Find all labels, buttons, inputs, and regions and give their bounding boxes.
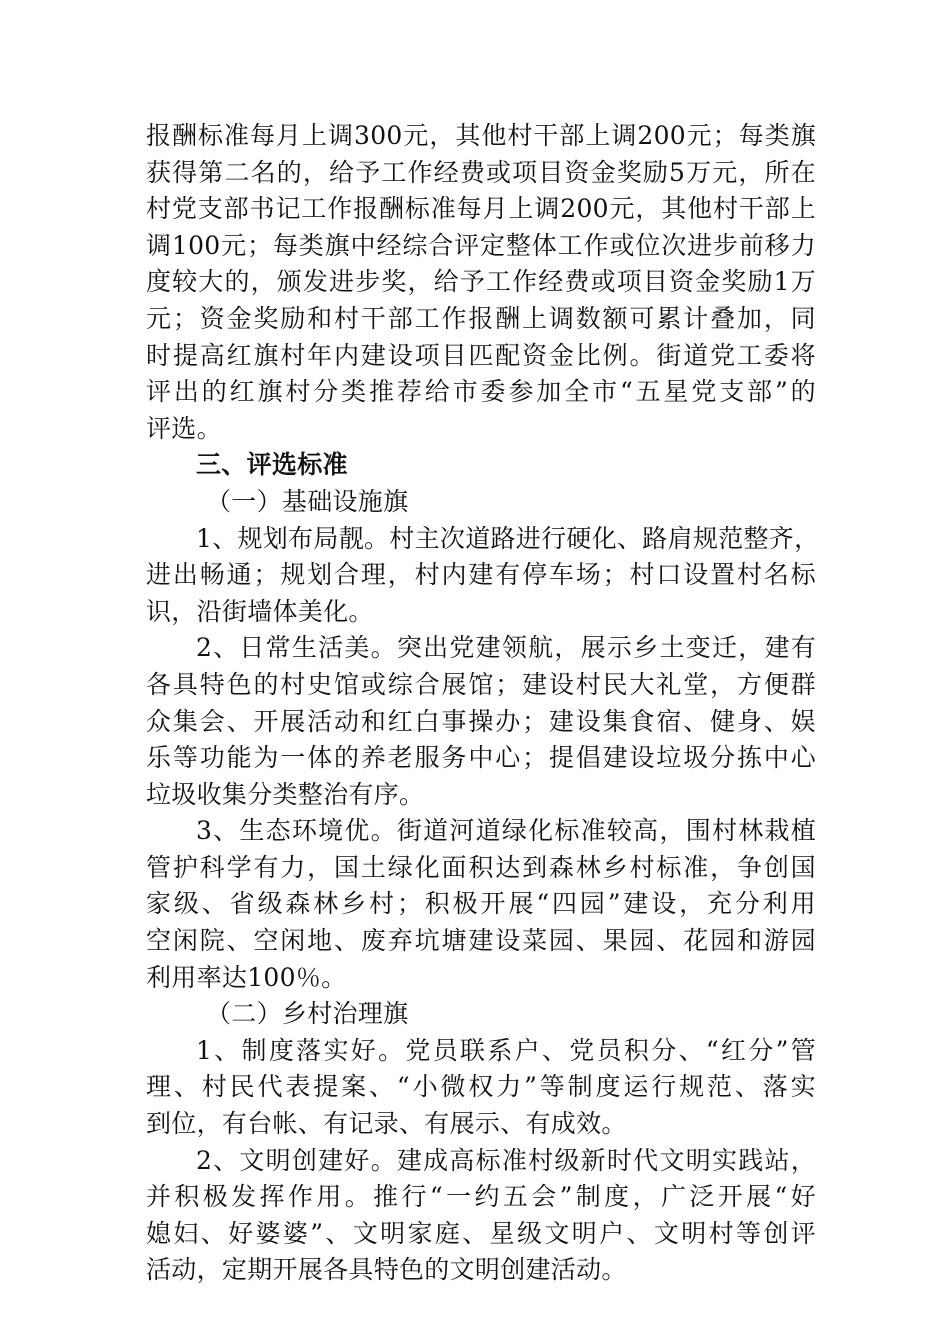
text-line: 家级、省级森林乡村；积极开展“四园”建设，充分利用 <box>146 889 816 919</box>
paragraph-first-line: 1、规划布局靓。村主次道路进行硬化、路肩规范整齐， <box>196 523 820 553</box>
text-line: 调100元；每类旗中经综合评定整体工作或位次进步前移力 <box>146 230 816 260</box>
text-line: 媳妇、好婆婆”、文明家庭、星级文明户、文明村等创评 <box>146 1218 816 1248</box>
text-line: 活动，定期开展各具特色的文明创建活动。 <box>146 1255 627 1285</box>
paragraph-first-line: 2、日常生活美。突出党建领航，展示乡土变迁，建有 <box>196 633 816 663</box>
document-page <box>146 118 820 1289</box>
text-line: 评选。 <box>146 413 222 443</box>
text-line: 理、村民代表提案、“小微权力”等制度运行规范、落实 <box>146 1072 816 1102</box>
subsection-heading: （一）基础设施旗 <box>206 486 409 516</box>
text-line: 度较大的，颁发进步奖，给予工作经费或项目资金奖励1万 <box>146 267 816 297</box>
paragraph-first-line: 3、生态环境优。街道河道绿化标准较高，围村林栽植 <box>196 816 816 846</box>
text-line: 管护科学有力，国土绿化面积达到森林乡村标准，争创国 <box>146 852 816 882</box>
text-line: 到位，有台帐、有记录、有展示、有成效。 <box>146 1109 627 1139</box>
text-line: 村党支部书记工作报酬标准每月上调200元，其他村干部上 <box>146 194 816 224</box>
text-line: 乐等功能为一体的养老服务中心；提倡建设垃圾分拣中心 <box>146 743 816 773</box>
text-line: 各具特色的村史馆或综合展馆；建设村民大礼堂，方便群 <box>146 669 816 699</box>
text-line: 时提高红旗村年内建设项目匹配资金比例。街道党工委将 <box>146 340 816 370</box>
text-line: 元；资金奖励和村干部工作报酬上调数额可累计叠加，同 <box>146 303 816 333</box>
text-line: 并积极发挥作用。推行“一约五会”制度，广泛开展“好 <box>146 1182 816 1212</box>
text-line: 垃圾收集分类整治有序。 <box>146 779 425 809</box>
text-line: 进出畅通；规划合理，村内建有停车场；村口设置村名标 <box>146 560 816 590</box>
text-line: 利用率达100％。 <box>146 962 347 992</box>
text-line: 报酬标准每月上调300元，其他村干部上调200元；每类旗 <box>146 121 816 150</box>
paragraph-first-line: 2、文明创建好。建成高标准村级新时代文明实践站， <box>196 1145 816 1175</box>
text-line: 识，沿街墙体美化。 <box>146 596 374 626</box>
subsection-heading: （二）乡村治理旗 <box>206 999 409 1029</box>
text-line: 空闲院、空闲地、废弃坑塘建设菜园、果园、花园和游园 <box>146 926 816 956</box>
paragraph-first-line: 1、制度落实好。党员联系户、党员积分、“红分”管 <box>196 1035 816 1065</box>
text-line: 众集会、开展活动和红白事操办；建设集食宿、健身、娱 <box>146 706 816 736</box>
text-line: 评出的红旗村分类推荐给市委参加全市“五星党支部”的 <box>146 377 816 407</box>
section-heading: 三、评选标准 <box>196 450 348 480</box>
text-line: 获得第二名的，给予工作经费或项目资金奖励5万元，所在 <box>146 157 816 187</box>
